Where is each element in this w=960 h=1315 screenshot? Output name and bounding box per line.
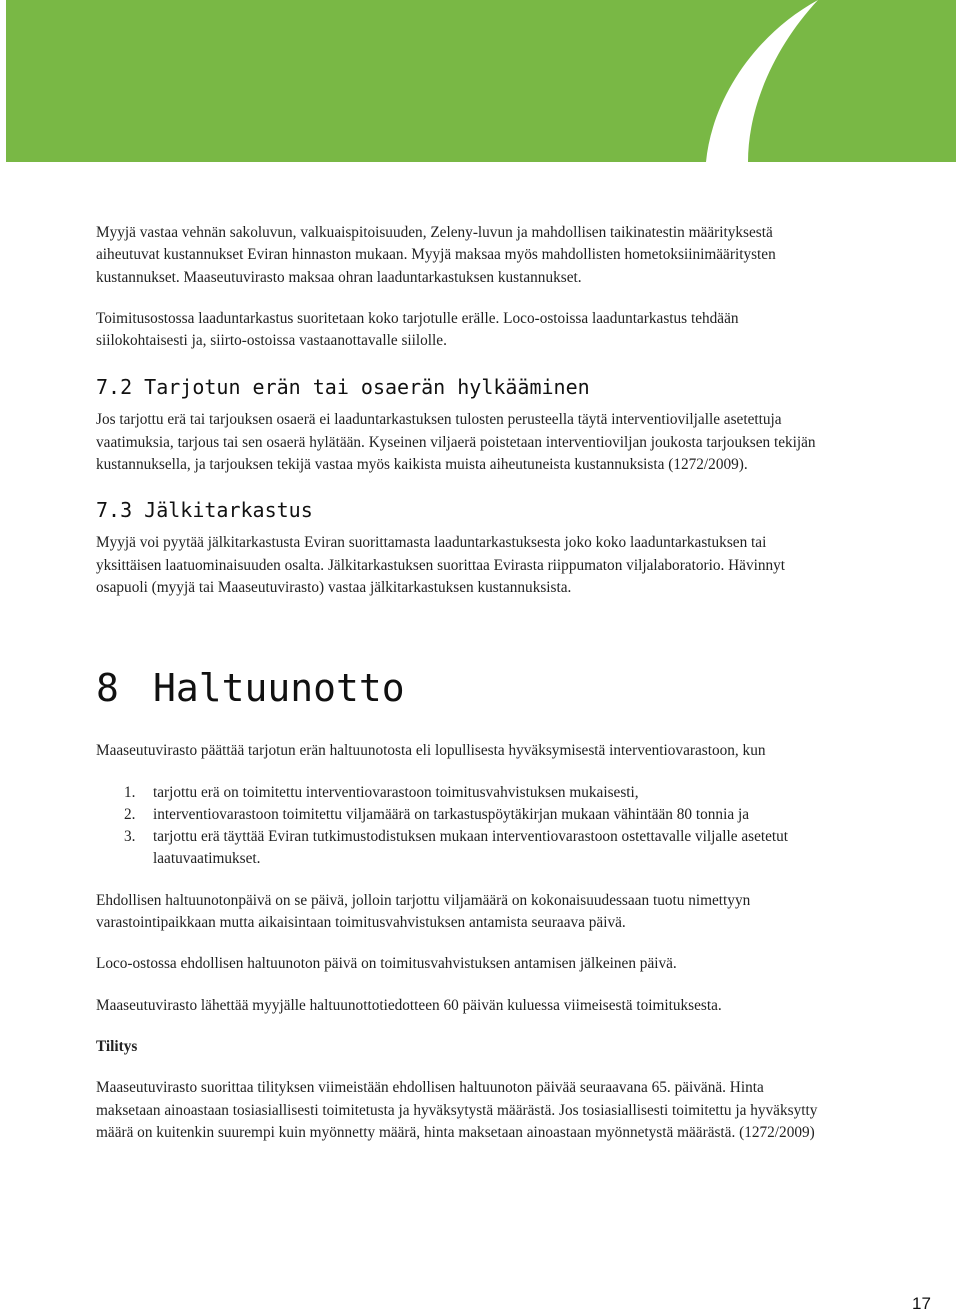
list-item-text: interventiovarastoon toimitettu viljamäärä on tarkastuspöytäkirjan mukaan vähintään 80 tonnia ja	[153, 805, 749, 823]
takeover-notice-paragraph: Maaseutuvirasto lähettää myyjälle haltuunottotiedotteen 60 päivän kuluessa viimeisestä toimituksesta.	[96, 996, 722, 1014]
section-7-2-heading: 7.2 Tarjotun erän tai osaerän hylkääminen	[96, 375, 590, 400]
page-number: 17	[912, 1294, 931, 1313]
tilitys-heading: Tilitys	[96, 1037, 138, 1055]
list-item	[96, 826, 826, 871]
document-body	[96, 222, 826, 1144]
intro-paragraph-2: Toimitusostossa laaduntarkastus suoritetaan koko tarjotulle erälle. Loco-ostoissa laaduntarkastus tehdään siilokohtaisesti ja, siirto-ostoissa vastaanottavalle siilolle.	[96, 309, 739, 350]
header-banner	[6, 0, 956, 162]
conditions-list	[96, 782, 826, 871]
list-item	[96, 804, 826, 826]
chapter-8-heading	[96, 666, 826, 710]
intro-paragraph-1: Myyjä vastaa vehnän sakoluvun, valkuaispitoisuuden, Zeleny-luvun ja mahdollisen taikinatestin määrityksestä aiheutuvat kustannukset Eviran hinnaston mukaan. Myyjä maksaa myös mahdollisten hometoksiinimääritysten kustannukset. Maaseutuvirasto maksaa ohran laaduntarkastuksen kustannukset.	[96, 224, 776, 286]
leaf-decoration-icon	[6, 0, 956, 162]
loco-takeover-paragraph: Loco-ostossa ehdollisen haltuunoton päivä on toimitusvahvistuksen antamisen jälkeinen päivä.	[96, 955, 677, 973]
list-item	[96, 782, 826, 804]
chapter-title: Haltuunotto	[153, 666, 405, 711]
list-item-number: 3.	[124, 828, 136, 846]
list-item-number: 1.	[124, 783, 136, 801]
section-7-3-paragraph: Myyjä voi pyytää jälkitarkastusta Eviran suorittamasta laaduntarkastuksesta joko koko laaduntarkastuksen tai yksittäisen laatuominaisuuden osalta. Jälkitarkastuksen suorittaa Evirasta riippumaton viljalaboratorio. Hävinnyt osapuoli (myyjä tai Maaseutuvirasto) vastaa jälkitarkastuksen kustannuksista.	[96, 534, 786, 596]
list-item-text: tarjottu erä täyttää Eviran tutkimustodistuksen mukaan interventiovarastoon ostettavalle viljalle asetetut laatuvaatimukset.	[153, 828, 789, 868]
tilitys-paragraph: Maaseutuvirasto suorittaa tilityksen viimeistään ehdollisen haltuunoton päivää seuraavana 65. päivänä. Hinta maksetaan ainoastaan tosiasiallisesti toimitetusta ja hyväksytystä määrästä. Jos tosiasiallisesti toimitettu ja hyväksytty määrä on kuitenkin suurempi kuin myönnetty määrä, hinta maksetaan ainoastaan myönnetystä määrästä. (1272/2009)	[96, 1079, 818, 1141]
chapter-number: 8	[96, 666, 119, 711]
section-7-2-paragraph: Jos tarjottu erä tai tarjouksen osaerä ei laaduntarkastuksen tulosten perusteella täytä interventioviljalle asetettuja vaatimuksia, tarjous tai sen osaerä hylätään. Kyseinen viljaerä poistetaan interventioviljan joukosta tarjouksen tekijän kustannuksella, ja tarjouksen tekijä vastaa myös kaikista muista aiheutuneista kustannuksista (1272/2009).	[96, 411, 816, 474]
conditional-takeover-paragraph: Ehdollisen haltuunotonpäivä on se päivä, jolloin tarjottu viljamäärä on kokonaisuudessaan tuotu nimettyyn varastointipaikkaan mutta aikaisintaan toimitusvahvistuksen antamista seuraava päivä.	[96, 891, 751, 932]
section-7-3-heading: 7.3 Jälkitarkastus	[96, 498, 313, 523]
chapter-8-intro: Maaseutuvirasto päättää tarjotun erän haltuunotosta eli lopullisesta hyväksymisestä interventiovarastoon, kun	[96, 742, 766, 760]
list-item-text: tarjottu erä on toimitettu interventiovarastoon toimitusvahvistuksen mukaisesti,	[153, 783, 639, 801]
list-item-number: 2.	[124, 805, 136, 823]
